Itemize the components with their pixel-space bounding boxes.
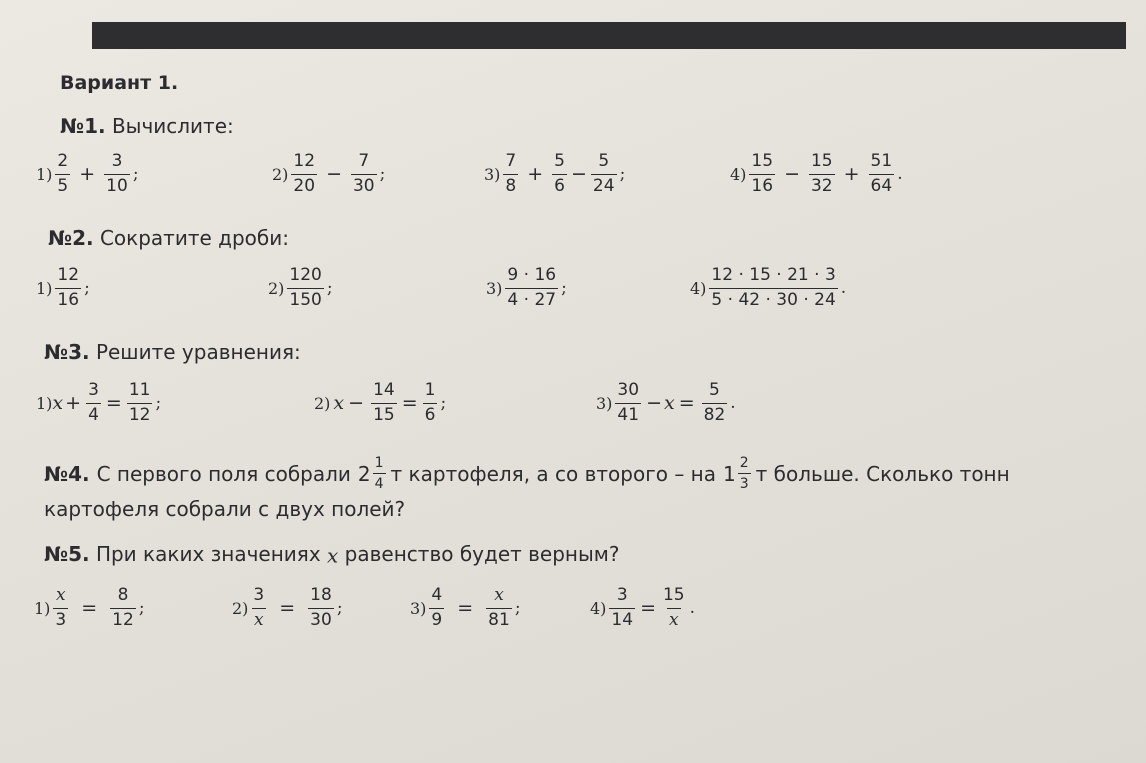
- task2-item-2: [268, 266, 333, 310]
- item-number: 1): [36, 164, 53, 184]
- task4-text-part3: т больше. Сколько тонн: [755, 461, 1010, 486]
- item-number: 2): [314, 393, 331, 413]
- punctuation: .: [689, 598, 696, 619]
- task5-item-2: [232, 586, 343, 630]
- task3-label: №3.: [44, 340, 90, 364]
- fraction: $\frac{x}{3}$: [55, 585, 67, 630]
- top-dark-strip: [92, 22, 1126, 49]
- equals-sign: =: [279, 597, 296, 620]
- fraction: $\frac{4}{9}$: [431, 585, 443, 630]
- fraction: $\frac{3}{x}$: [253, 585, 265, 630]
- task2-item-3: [486, 266, 567, 310]
- item-number: 4): [690, 278, 707, 298]
- punctuation: ;: [514, 598, 521, 619]
- fraction: $\frac{120}{150}$: [289, 265, 322, 310]
- item-number: 1): [36, 393, 53, 413]
- item-number: 1): [34, 598, 51, 618]
- fraction: $\frac{5}{6}$: [554, 151, 565, 196]
- task3-item-1: [36, 381, 161, 425]
- equals-sign: =: [640, 597, 656, 620]
- task3-heading: [44, 340, 301, 364]
- fraction: $\frac{5}{82}$: [703, 380, 726, 425]
- operator: +: [65, 392, 82, 415]
- punctuation: ;: [326, 278, 333, 299]
- task3-item-2: [314, 381, 446, 425]
- item-number: 3): [410, 598, 427, 618]
- task2-item-4: [690, 266, 846, 310]
- task5-heading: [44, 542, 620, 568]
- fraction: $\frac{5}{24}$: [592, 151, 615, 196]
- task4-line-2: картофеля собрали с двух полей?: [44, 497, 406, 521]
- fraction: $\frac{x}{81}$: [488, 585, 510, 630]
- fraction: $\frac{14}{15}$: [373, 380, 395, 425]
- operator: −: [784, 163, 800, 186]
- item-number: 3): [596, 393, 613, 413]
- task5-label: №5.: [44, 542, 90, 566]
- task1-item-3: [484, 152, 625, 196]
- variable-x: x: [327, 543, 339, 568]
- equals-sign: =: [401, 392, 418, 415]
- task1-text: Вычислите:: [111, 114, 234, 138]
- equals-sign: =: [105, 392, 122, 415]
- fraction: $\frac{3}{10}$: [106, 151, 128, 196]
- fraction: $\frac{30}{41}$: [617, 380, 640, 425]
- punctuation: .: [897, 164, 903, 185]
- variant-title: Вариант 1.: [60, 72, 179, 94]
- mixed-number-1: 2 $\frac{1}{4}$: [357, 455, 384, 493]
- operator: +: [79, 163, 96, 186]
- task4-text-part2: т картофеля, а со второго – на: [390, 461, 717, 486]
- task2-item-1: [36, 266, 90, 310]
- punctuation: ;: [336, 598, 343, 619]
- variable-x: x: [333, 392, 345, 415]
- task3-item-3: [596, 381, 736, 425]
- task5-text-a: При каких значениях: [95, 542, 321, 566]
- fraction: $\frac{18}{30}$: [310, 585, 332, 630]
- punctuation: ;: [138, 598, 145, 619]
- punctuation: ;: [561, 278, 567, 299]
- equals-sign: =: [81, 597, 98, 620]
- task2-text: Сократите дроби:: [99, 226, 289, 250]
- item-number: 3): [486, 278, 503, 298]
- fraction: $\frac{2}{5}$: [57, 151, 69, 196]
- operator: +: [843, 163, 860, 186]
- fraction: $\frac{8}{12}$: [112, 585, 134, 630]
- fraction: $\frac{9 \cdot 16}{4 \cdot 27}$: [507, 265, 557, 310]
- fraction: $\frac{3}{14}$: [611, 585, 634, 630]
- task4-line-1: [44, 455, 1010, 492]
- task4-text-part1: С первого поля собрали: [96, 461, 351, 486]
- task1-label: №1.: [60, 114, 106, 138]
- task1-item-2: [272, 152, 385, 196]
- mixed-number-2: 1 $\frac{2}{3}$: [723, 455, 749, 493]
- item-number: 1): [36, 278, 53, 298]
- task5-text-b: равенство будет верным?: [344, 542, 620, 566]
- fraction: $\frac{12}{16}$: [57, 265, 80, 310]
- variable-x: x: [663, 392, 675, 415]
- fraction: $\frac{15}{32}$: [810, 151, 833, 196]
- item-number: 2): [268, 278, 285, 298]
- fraction: $\frac{12}{20}$: [293, 151, 316, 196]
- fraction: $\frac{1}{6}$: [424, 380, 436, 425]
- fraction: $\frac{11}{12}$: [128, 380, 151, 425]
- equals-sign: =: [678, 392, 695, 415]
- task2-label: №2.: [48, 226, 94, 250]
- task1-heading: [60, 114, 234, 138]
- operator: −: [571, 163, 587, 186]
- operator: −: [326, 163, 342, 186]
- task4-label: №4.: [44, 461, 90, 486]
- fraction: $\frac{51}{64}$: [870, 151, 893, 196]
- punctuation: ;: [440, 393, 447, 414]
- fraction: $\frac{7}{30}$: [352, 151, 375, 196]
- fraction: $\frac{12 \cdot 15 \cdot 21 \cdot 3}{5 \cdot 42 \cdot 30 \cdot 24}$: [711, 265, 836, 310]
- punctuation: .: [840, 278, 847, 299]
- punctuation: ;: [132, 164, 139, 185]
- fraction: $\frac{15}{16}$: [751, 151, 774, 196]
- punctuation: ;: [84, 278, 90, 299]
- item-number: 2): [232, 598, 249, 618]
- punctuation: ;: [619, 164, 626, 185]
- operator: −: [348, 392, 365, 415]
- punctuation: ;: [155, 393, 162, 414]
- item-number: 4): [590, 598, 607, 618]
- task5-item-4: [590, 586, 695, 630]
- task5-item-3: [410, 586, 521, 630]
- operator: +: [527, 163, 544, 186]
- item-number: 4): [730, 164, 747, 184]
- item-number: 2): [272, 164, 289, 184]
- variable-x: x: [52, 392, 64, 415]
- task2-heading: [48, 226, 289, 250]
- task1-item-1: [36, 152, 139, 196]
- fraction: $\frac{7}{8}$: [505, 151, 517, 196]
- item-number: 3): [484, 164, 501, 184]
- equals-sign: =: [457, 597, 474, 620]
- fraction: $\frac{3}{4}$: [88, 380, 99, 425]
- operator: −: [646, 392, 662, 415]
- fraction: $\frac{15}{x}$: [662, 585, 685, 630]
- task5-item-1: [34, 586, 145, 630]
- punctuation: ;: [379, 164, 386, 185]
- punctuation: .: [730, 393, 736, 414]
- task3-text: Решите уравнения:: [95, 340, 301, 364]
- task1-item-4: [730, 152, 903, 196]
